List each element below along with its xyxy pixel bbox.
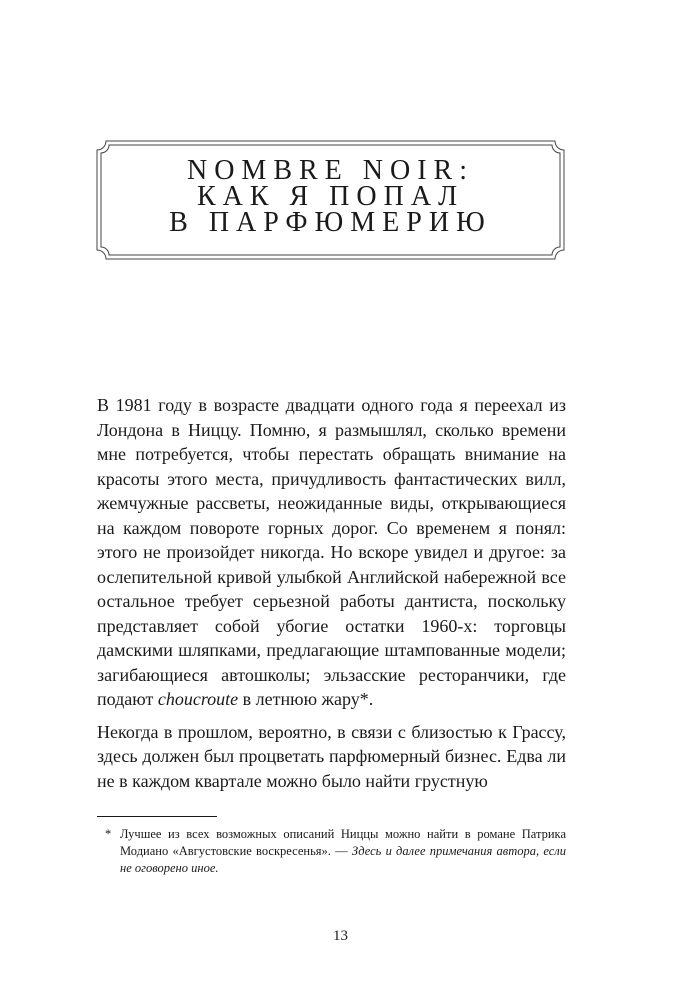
chapter-title-frame <box>96 140 565 260</box>
chapter-title-line-3: В ПАРФЮМЕРИЮ <box>169 207 492 238</box>
body-text <box>97 393 566 793</box>
paragraph-1 <box>97 393 566 712</box>
chapter-title-line-2: КАК Я ПОПАЛ <box>196 181 465 212</box>
page-number: 13 <box>333 928 348 944</box>
paragraph-1-text: В 1981 году в возрасте двадцати одного года я переехал из Лондона в Ниццу. Помню, я размышлял, сколько времени мне потребуется, чтобы перестать обращать внимание на красоты этого места, причудливость фантастических вилл, жемчужные рассветы, неожиданные виды, открывающиеся на каждом повороте горных дорог. Со временем я понял: этого не произойдет никогда. Но вскоре увидел и другое: за ослепительной кривой улыбкой Английской набережной все остальное требует серьезной работы дантиста, поскольку представляет собой убогие остатки 1960-х: торговцы дамскими шляпками, предлагающие штампованные модели; загибающиеся автошколы; эльзасские ресторанчики, где подают <box>97 395 566 709</box>
chapter-title-line-1: NOMBRE NOIR: <box>186 155 474 186</box>
footnote-text: Лучшее из всех возможных описаний Ниццы можно найти в романе Патрика Модиано «Августовские воскресенья». — <box>120 827 566 858</box>
footnote-mark: * <box>105 827 112 841</box>
footnote-italic-text: Здесь и далее примечания автора, если не оговорено иное. <box>120 844 566 875</box>
paragraph-1-italic-word: choucroute <box>157 689 239 709</box>
paragraph-1-ending: в летнюю жару*. <box>238 689 374 709</box>
paragraph-2: Некогда в прошлом, вероятно, в связи с близостью к Грассу, здесь должен был процветать парфюмерный бизнес. Едва ли не в каждом квартале можно было найти грустную <box>97 721 566 791</box>
chapter-title <box>96 155 565 238</box>
footnote-divider <box>97 816 217 817</box>
footnote <box>105 826 566 877</box>
